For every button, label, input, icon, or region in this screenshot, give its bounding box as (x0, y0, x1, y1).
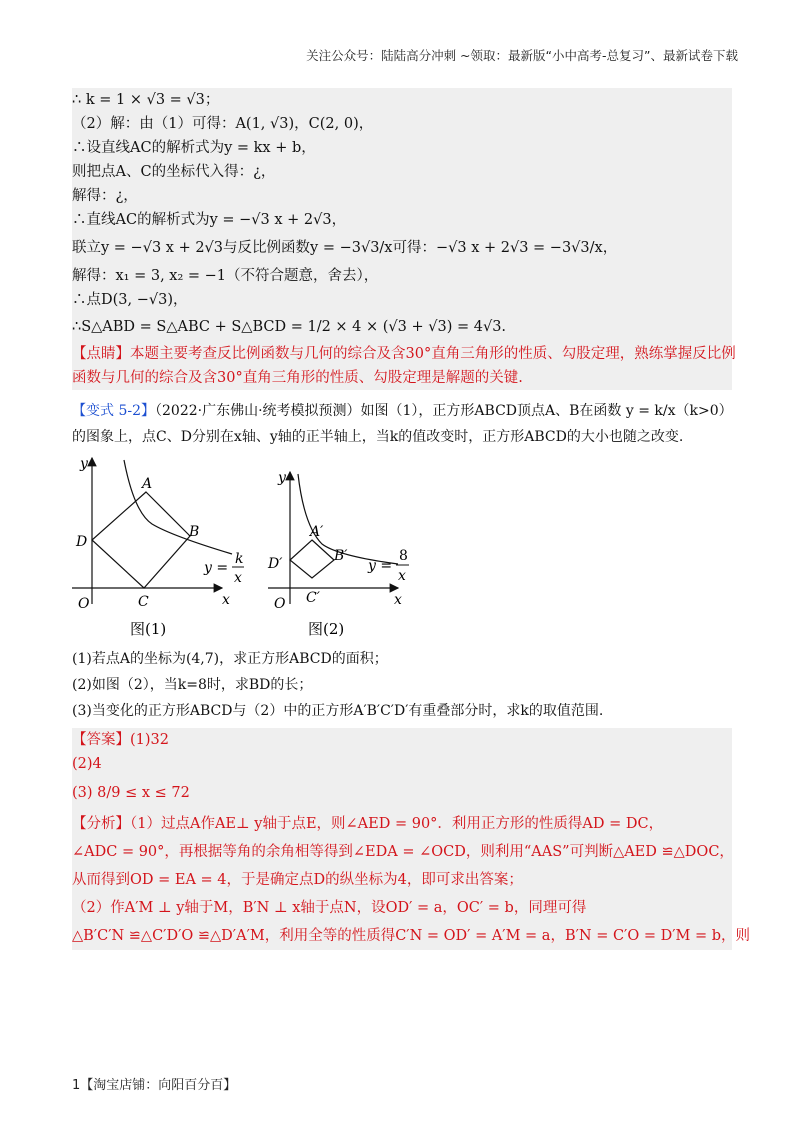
dianjing-line: 函数与几何的综合及含30°直角三角形的性质、勾股定理是解题的关键. (72, 370, 523, 386)
solution-line: 解得：x₁ = 3, x₂ = −1（不符合题意，舍去）， (72, 268, 379, 284)
analysis-line: 从而得到OD = EA = 4，于是确定点D的纵坐标为4，即可求出答案； (72, 872, 523, 888)
hyperbola-2 (298, 474, 398, 564)
solution-line: ∴S△ABD = S△ABC + S△BCD = 1/2 × 4 × (√3 + √3) = 4√3. (72, 319, 507, 335)
answer-tag: 【答案】 (72, 732, 130, 748)
label-o-2: O (274, 596, 286, 612)
solution-block (72, 88, 736, 390)
problem-text: （2022·广东佛山·统考模拟预测）如图（1），正方形ABCD顶点A、B在函数 y = k/x（k>0） (155, 403, 733, 419)
problem-line (72, 398, 732, 424)
analysis-text: （1）过点A作AE⊥ y轴于点E，则∠AED = 90°．利用正方形的性质得AD = DC， (130, 816, 664, 832)
label-a-1: A (142, 476, 153, 492)
func-num-2: 8 (399, 548, 408, 564)
label-o-1: O (78, 596, 90, 612)
figure-svg (72, 456, 432, 638)
solution-line: ∴点D(3, −√3)， (72, 292, 188, 308)
answer-block (72, 728, 751, 950)
label-y-2: y (278, 470, 286, 486)
question-3: (3)当变化的正方形ABCD与（2）中的正方形A′B′C′D′有重叠部分时，求k的取值范围. (72, 703, 604, 719)
figure-1 (72, 456, 244, 638)
hyperbola-1 (124, 460, 232, 554)
analysis-line: （2）作A′M ⊥ y轴于M，B′N ⊥ x轴于点N，设OD′ = a，OC′ = b，同理可得 (72, 900, 587, 916)
dianjing-tag: 【点睛】 (72, 346, 130, 362)
figures (72, 456, 732, 638)
func-lhs-2: y = (368, 558, 393, 574)
analysis-line (72, 810, 732, 838)
solution-line: ∴ k = 1 × √3 = √3； (72, 92, 220, 108)
answer-2: (2)4 (72, 756, 102, 772)
label-d-2: D′ (268, 556, 283, 572)
label-x-1: x (222, 592, 230, 608)
page-content (72, 88, 751, 950)
func-num-1: k (235, 551, 244, 567)
analysis-line: ∠ADC = 90°，再根据等角的余角相等得到∠EDA = ∠OCD，则利用“AAS”可判断△AED ≌△DOC， (72, 844, 734, 860)
label-b-2: B′ (334, 548, 348, 564)
label-b-1: B (189, 524, 200, 540)
solution-line: ∴设直线AC的解析式为y = kx + b， (72, 140, 316, 156)
solution-line: 则把点A、C的坐标代入得：¿， (72, 164, 276, 180)
solution-line: ∴直线AC的解析式为y = −√3 x + 2√3， (72, 212, 347, 228)
square-1 (92, 492, 190, 588)
label-y-1: y (80, 456, 88, 472)
solution-line: （2）解：由（1）可得：A(1, √3)，C(2, 0)， (72, 116, 374, 132)
func-den-1: x (234, 570, 242, 586)
label-a-2: A′ (310, 524, 324, 540)
func-den-2: x (398, 568, 406, 584)
solution-line: 解得：¿， (72, 188, 138, 204)
func-lhs-1: y = (204, 560, 229, 576)
analysis-tag: 【分析】 (72, 816, 130, 832)
label-x-2: x (394, 592, 402, 608)
label-d-1: D (76, 534, 88, 550)
answer-3: (3) 8/9 ≤ x ≤ 72 (72, 785, 190, 801)
figure-2 (267, 470, 409, 638)
problem-line: 的图象上，点C、D分别在x轴、y轴的正半轴上，当k的值改变时，正方形ABCD的大小也随之改变. (72, 429, 684, 445)
answer-line (72, 728, 732, 752)
analysis-line: △B′C′N ≌△C′D′O ≌△D′A′M，利用全等的性质得C′N = OD′ = A′M = a，B′N = C′O = D′M = b，则 (72, 928, 751, 944)
question-1: (1)若点A的坐标为(4,7)，求正方形ABCD的面积； (72, 651, 388, 667)
page-footer: 1【淘宝店铺：向阳百分百】 (72, 1078, 237, 1093)
caption-2: 图(2) (308, 620, 345, 638)
dianjing-line (72, 342, 736, 366)
answer-1: (1)32 (130, 732, 169, 748)
caption-1: 图(1) (130, 620, 167, 638)
question-2: (2)如图（2），当k=8时，求BD的长； (72, 677, 313, 693)
dianjing-text: 本题主要考查反比例函数与几何的综合及含30°直角三角形的性质、勾股定理，熟练掌握反比例 (130, 346, 736, 362)
page-header: 关注公众号：陆陆高分冲刺 ~领取：最新版“小中高考-总复习”、最新试卷下载 (306, 48, 738, 63)
solution-line: 联立y = −√3 x + 2√3与反比例函数y = −3√3/x可得：−√3 x + 2√3 = −3√3/x， (72, 240, 618, 256)
square-2 (290, 540, 334, 578)
label-c-1: C (138, 594, 149, 610)
label-c-2: C′ (306, 590, 320, 606)
problem-tag: 【变式 5-2】 (72, 403, 155, 419)
